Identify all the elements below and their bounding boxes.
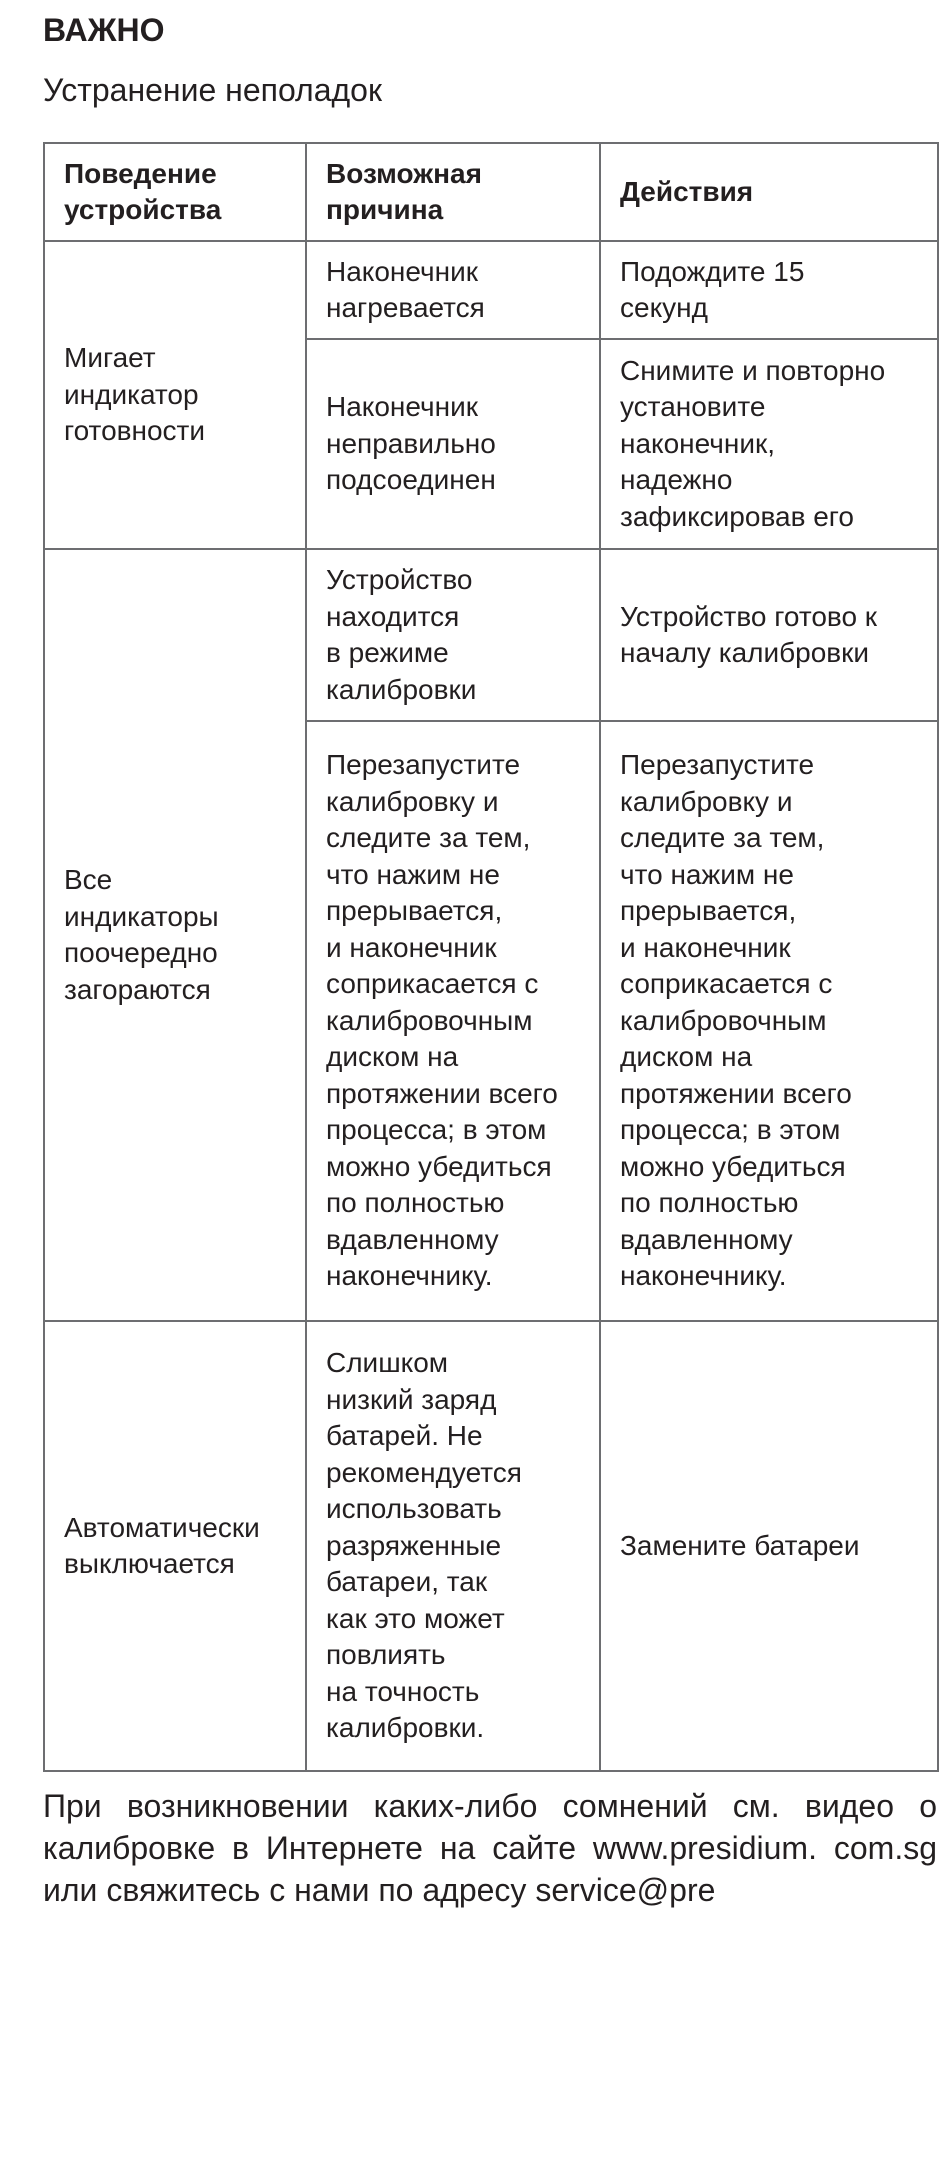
action-cell: Подождите 15 секунд xyxy=(600,241,938,339)
header-behavior: Поведение устройства xyxy=(44,143,306,241)
cause-cell: Наконечник нагревается xyxy=(306,241,600,339)
troubleshooting-table xyxy=(43,142,939,1772)
behavior-cell: Автоматически выключается xyxy=(44,1321,306,1771)
header-action: Действия xyxy=(600,143,938,241)
cause-cell: Слишком низкий заряд батарей. Не рекомендуется использовать разряженные батареи, так как это может повлиять на точность калибровки. xyxy=(306,1321,600,1771)
table-row xyxy=(44,1321,938,1771)
action-cell: Замените батареи xyxy=(600,1321,938,1771)
table-row xyxy=(44,241,938,339)
cause-cell: Перезапустите калибровку и следите за тем, что нажим не прерывается, и наконечник соприкасается с калибровочным диском на протяжении всего процесса; в этом можно убедиться по полностью вдавленному наконечнику. xyxy=(306,721,600,1321)
action-cell: Перезапустите калибровку и следите за тем, что нажим не прерывается, и наконечник соприкасается с калибровочным диском на протяжении всего процесса; в этом можно убедиться по полностью вдавленному наконечнику. xyxy=(600,721,938,1321)
page-title: ВАЖНО xyxy=(43,12,165,48)
action-cell: Устройство готово к началу калибровки xyxy=(600,549,938,721)
cause-cell: Наконечник неправильно подсоединен xyxy=(306,339,600,549)
table-header-row xyxy=(44,143,938,241)
header-cause: Возможная причина xyxy=(306,143,600,241)
table-row xyxy=(44,549,938,721)
section-title: Устранение неполадок xyxy=(43,72,382,108)
behavior-cell: Все индикаторы поочередно загораются xyxy=(44,549,306,1321)
cause-cell: Устройство находится в режиме калибровки xyxy=(306,549,600,721)
behavior-cell: Мигает индикатор готовности xyxy=(44,241,306,549)
action-cell: Снимите и повторно установите наконечник, надежно зафиксировав его xyxy=(600,339,938,549)
footer-note: При возникновении каких-либо сомнений см. видео о калибровке в Интернете на сайте www.presidium. com.sg или свяжитесь с нами по адресу service@pre xyxy=(43,1788,937,1908)
